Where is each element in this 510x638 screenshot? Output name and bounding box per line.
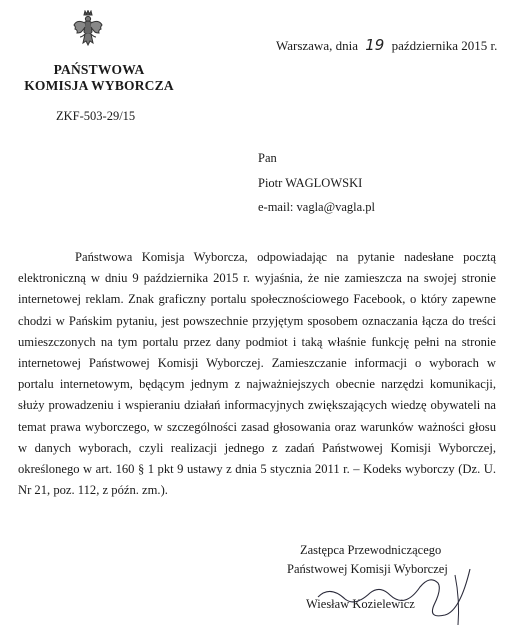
organization-name-line2: KOMISJA WYBORCZA [24, 78, 174, 93]
place-and-date [276, 36, 497, 54]
place-date-prefix: Warszawa, dnia [276, 38, 358, 53]
handwritten-signature [310, 565, 480, 630]
handwritten-day: 19 [365, 36, 385, 54]
place-date-suffix: października 2015 r. [391, 38, 498, 53]
organization-name-line1: PAŃSTWOWA [53, 62, 145, 77]
polish-eagle-emblem-icon [73, 10, 103, 52]
reference-number: ZKF-503-29/15 [56, 109, 136, 123]
recipient-name: Piotr WAGLOWSKI [258, 176, 363, 190]
letter-body: Państwowa Komisja Wyborcza, odpowiadając na pytanie nadesłane pocztą elektroniczną w dniu 9 października 2015 r. wyjaśnia, że nie zamieszcza na swojej stronie internetowej reklam. Znak graficzny portalu społecznościowego Facebook, o który zapewne chodzi w Pańskim pytaniu, jest powszechnie przyjętym sposobem oznaczania łącza do treści umieszczonych na tym portalu przez dany podmiot i taką właśnie funkcję pełni na stronie internetowej Państwowej Komisji Wyborczej. Zamieszczanie informacji o wyborach w portalu internetowym, będącym jednym z najważniejszych obecnie narzędzi komunikacji, służy prowadzeniu i wspieraniu działań informacyjnych zwiększających wiedzę obywateli na temat prawa wyborczego, w szczególności zasad głosowania oraz warunków ważności głosu w danych wyborach, czyli realizacji jednego z zadań Państwowej Komisji Wyborczej, określonego w art. 160 § 1 pkt 9 ustawy z dnia 5 stycznia 2011 r. – Kodeks wyborczy (Dz. U. Nr 21, poz. 112, z późn. zm.). [18, 250, 496, 498]
recipient-email: e-mail: vagla@vagla.pl [258, 200, 376, 214]
signatory-title-line1: Zastępca Przewodniczącego [300, 543, 442, 557]
signatory-title-line2: Państwowej Komisji Wyborczej [287, 562, 448, 576]
signatory-name: Wiesław Kozielewicz [306, 597, 415, 611]
recipient-salutation: Pan [258, 151, 277, 165]
